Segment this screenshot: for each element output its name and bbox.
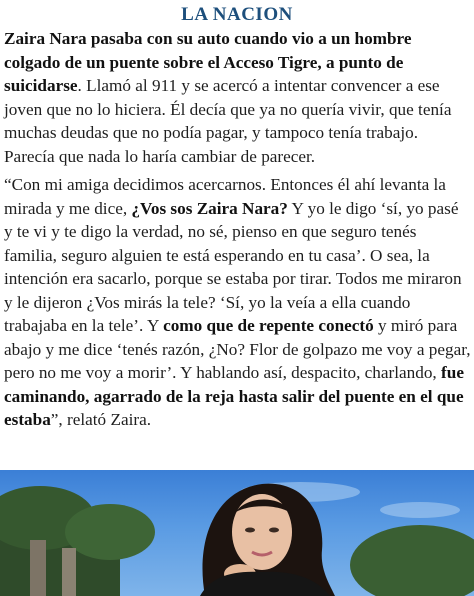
tree-foliage [65,504,155,560]
tree-foliage-right [350,525,474,596]
quote-bold-3: fue caminando, agarrado de la reja hasta salir del puente en el que estaba [4,363,464,429]
article-paragraph-2 [4,173,471,432]
article-photo [0,470,474,596]
photo-illustration [0,470,474,596]
stone-column [62,548,76,596]
article-body [4,27,471,437]
cloud [380,502,460,518]
lead-bold-text: Zaira Nara pasaba con su auto cuando vio a un hombre colgado de un puente sobre el Acceso Tigre, a punto de suicidarse [4,29,412,95]
left-eye [245,528,255,533]
quote-text-3: y miró para abajo y me dice ‘tenés razón, ¿No? Flor de golpazo me voy a pegar, pero no me voy a morir’. Y hablando así, despacito, charlando, [4,316,471,382]
paragraph-1-text: . Llamó al 911 y se acercó a intentar convencer a ese joven que no lo hiciera. Él decía que ya no quería vivir, que tenía muchas deudas que no podía pagar, y tampoco tenía trabajo. Parecía que nada lo haría cambiar de parecer. [4,76,452,166]
quote-text-2: Y yo le digo ‘sí, yo pasé y te vi y te digo la verdad, no sé, pienso en que seguro tenés familia, seguro alguien te está esperando en tu casa’. O sea, la intención era sacarlo, porque se estaba por tirar. Todos me miraron y le dijeron ¿Vos mirás la tele? ‘Sí, yo la veía a ella cuando trabajaba en la tele’. Y [4,198,462,335]
article-paragraph-1 [4,27,471,168]
quote-text-4: ”, relató Zaira. [50,410,151,429]
quote-bold-2: como que de repente conectó [163,316,374,335]
quote-bold-1: ¿Vos sos Zaira Nara? [131,198,288,218]
right-eye [269,528,279,533]
quote-text-1: “Con mi amiga decidimos acercarnos. Entonces él ahí levanta la mirada y me dice, [4,175,446,218]
masthead-logo: LA NACION [181,4,293,25]
stone-column [30,540,46,596]
